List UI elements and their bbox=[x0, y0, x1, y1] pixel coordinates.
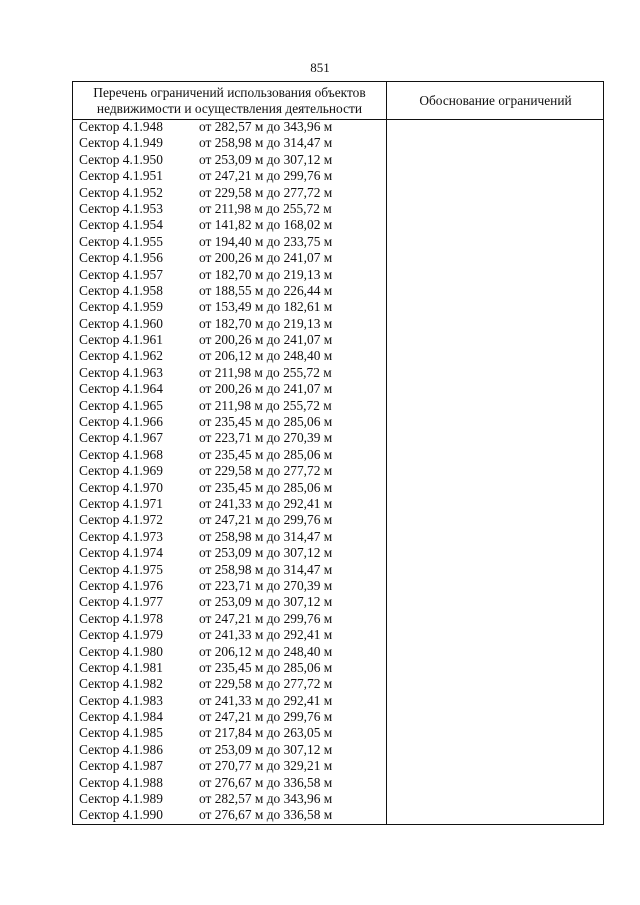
sector-label: Сектор 4.1.962 bbox=[79, 348, 163, 364]
sector-label: Сектор 4.1.979 bbox=[79, 627, 163, 643]
distance-range: от 211,98 м до 255,72 м bbox=[199, 364, 332, 380]
distance-range: от 253,09 м до 307,12 м bbox=[199, 594, 333, 610]
sector-label: Сектор 4.1.972 bbox=[79, 512, 163, 528]
sector-label: Сектор 4.1.963 bbox=[79, 364, 163, 380]
distance-range: от 229,58 м до 277,72 м bbox=[199, 676, 333, 692]
sector-label: Сектор 4.1.983 bbox=[79, 692, 163, 708]
sector-label: Сектор 4.1.953 bbox=[79, 200, 163, 216]
sector-label: Сектор 4.1.968 bbox=[79, 446, 163, 462]
sector-label: Сектор 4.1.978 bbox=[79, 610, 163, 626]
distance-range: от 247,21 м до 299,76 м bbox=[199, 610, 333, 626]
table-row bbox=[73, 480, 386, 496]
sector-label: Сектор 4.1.970 bbox=[79, 479, 163, 495]
sector-label: Сектор 4.1.948 bbox=[79, 119, 163, 134]
sector-label: Сектор 4.1.957 bbox=[79, 266, 163, 282]
table-row bbox=[73, 578, 386, 594]
sector-label: Сектор 4.1.976 bbox=[79, 577, 163, 593]
distance-range: от 276,67 м до 336,58 м bbox=[199, 774, 333, 790]
table-row bbox=[73, 496, 386, 512]
distance-range: от 258,98 м до 314,47 м bbox=[199, 561, 333, 577]
table-row bbox=[73, 627, 386, 643]
distance-range: от 206,12 м до 248,40 м bbox=[199, 348, 333, 364]
table-row bbox=[73, 365, 386, 381]
distance-range: от 276,67 м до 336,58 м bbox=[199, 807, 333, 823]
table-row bbox=[73, 562, 386, 578]
distance-range: от 270,77 м до 329,21 м bbox=[199, 758, 333, 774]
distance-range: от 194,40 м до 233,75 м bbox=[199, 233, 333, 249]
distance-range: от 211,98 м до 255,72 м bbox=[199, 200, 332, 216]
sector-label: Сектор 4.1.985 bbox=[79, 725, 163, 741]
sector-label: Сектор 4.1.954 bbox=[79, 217, 163, 233]
distance-range: от 282,57 м до 343,96 м bbox=[199, 791, 333, 807]
table-row bbox=[73, 709, 386, 725]
sector-label: Сектор 4.1.966 bbox=[79, 414, 163, 430]
sector-label: Сектор 4.1.961 bbox=[79, 332, 163, 348]
table-row bbox=[73, 152, 386, 168]
table-row bbox=[73, 185, 386, 201]
table-row bbox=[73, 529, 386, 545]
distance-range: от 258,98 м до 314,47 м bbox=[199, 528, 333, 544]
table-row bbox=[73, 676, 386, 692]
sector-label: Сектор 4.1.975 bbox=[79, 561, 163, 577]
distance-range: от 211,98 м до 255,72 м bbox=[199, 397, 332, 413]
sector-label: Сектор 4.1.986 bbox=[79, 741, 163, 757]
sector-label: Сектор 4.1.952 bbox=[79, 184, 163, 200]
table-row bbox=[73, 725, 386, 741]
table-row bbox=[73, 201, 386, 217]
table-row bbox=[73, 283, 386, 299]
sector-label: Сектор 4.1.974 bbox=[79, 545, 163, 561]
sector-label: Сектор 4.1.971 bbox=[79, 495, 163, 511]
table-row bbox=[73, 807, 386, 823]
sector-label: Сектор 4.1.964 bbox=[79, 381, 163, 397]
distance-range: от 223,71 м до 270,39 м bbox=[199, 577, 333, 593]
table-row bbox=[73, 381, 386, 397]
column-divider bbox=[386, 82, 387, 824]
table-row bbox=[73, 234, 386, 250]
table-row bbox=[73, 398, 386, 414]
table-row bbox=[73, 463, 386, 479]
header-left-line1: Перечень ограничений использования объектов bbox=[93, 84, 366, 100]
sector-label: Сектор 4.1.980 bbox=[79, 643, 163, 659]
distance-range: от 153,49 м до 182,61 м bbox=[199, 299, 333, 315]
sector-label: Сектор 4.1.956 bbox=[79, 250, 163, 266]
table-row bbox=[73, 660, 386, 676]
table-row bbox=[73, 545, 386, 561]
distance-range: от 141,82 м до 168,02 м bbox=[199, 217, 333, 233]
sector-label: Сектор 4.1.955 bbox=[79, 233, 163, 249]
sector-label: Сектор 4.1.987 bbox=[79, 758, 163, 774]
distance-range: от 258,98 м до 314,47 м bbox=[199, 135, 333, 151]
distance-range: от 235,45 м до 285,06 м bbox=[199, 479, 333, 495]
distance-range: от 229,58 м до 277,72 м bbox=[199, 463, 333, 479]
sector-label: Сектор 4.1.977 bbox=[79, 594, 163, 610]
sector-label: Сектор 4.1.960 bbox=[79, 315, 163, 331]
table-row bbox=[73, 168, 386, 184]
table-row bbox=[73, 447, 386, 463]
distance-range: от 200,26 м до 241,07 м bbox=[199, 332, 333, 348]
sector-label: Сектор 4.1.959 bbox=[79, 299, 163, 315]
distance-range: от 223,71 м до 270,39 м bbox=[199, 430, 333, 446]
header-left-line2: недвижимости и осуществления деятельности bbox=[96, 100, 363, 116]
table-body bbox=[73, 119, 386, 824]
table-row bbox=[73, 644, 386, 660]
table-row bbox=[73, 430, 386, 446]
header-justification: Обоснование ограничений bbox=[419, 92, 572, 108]
sector-label: Сектор 4.1.950 bbox=[79, 151, 163, 167]
sector-label: Сектор 4.1.982 bbox=[79, 676, 163, 692]
distance-range: от 247,21 м до 299,76 м bbox=[199, 168, 333, 184]
table-row bbox=[73, 791, 386, 807]
sector-label: Сектор 4.1.958 bbox=[79, 282, 163, 298]
table-row bbox=[73, 332, 386, 348]
distance-range: от 200,26 м до 241,07 м bbox=[199, 381, 333, 397]
page-number: 851 bbox=[310, 60, 330, 75]
sector-label: Сектор 4.1.984 bbox=[79, 709, 163, 725]
distance-range: от 241,33 м до 292,41 м bbox=[199, 627, 333, 643]
sector-label: Сектор 4.1.973 bbox=[79, 528, 163, 544]
distance-range: от 253,09 м до 307,12 м bbox=[199, 151, 333, 167]
distance-range: от 200,26 м до 241,07 м bbox=[199, 250, 333, 266]
distance-range: от 182,70 м до 219,13 м bbox=[199, 266, 333, 282]
distance-range: от 282,57 м до 343,96 м bbox=[199, 119, 333, 134]
distance-range: от 188,55 м до 226,44 м bbox=[199, 282, 333, 298]
sector-label: Сектор 4.1.951 bbox=[79, 168, 163, 184]
table-header bbox=[73, 82, 603, 120]
distance-range: от 229,58 м до 277,72 м bbox=[199, 184, 333, 200]
table-row bbox=[73, 775, 386, 791]
table-row bbox=[73, 594, 386, 610]
distance-range: от 253,09 м до 307,12 м bbox=[199, 741, 333, 757]
restrictions-table bbox=[72, 81, 604, 825]
distance-range: от 247,21 м до 299,76 м bbox=[199, 512, 333, 528]
sector-label: Сектор 4.1.990 bbox=[79, 807, 163, 823]
distance-range: от 217,84 м до 263,05 м bbox=[199, 725, 333, 741]
header-restrictions-list bbox=[73, 82, 386, 119]
sector-label: Сектор 4.1.981 bbox=[79, 659, 163, 675]
table-row bbox=[73, 316, 386, 332]
distance-range: от 235,45 м до 285,06 м bbox=[199, 446, 333, 462]
table-row bbox=[73, 267, 386, 283]
table-row bbox=[73, 414, 386, 430]
table-row bbox=[73, 217, 386, 233]
table-row bbox=[73, 119, 386, 135]
distance-range: от 235,45 м до 285,06 м bbox=[199, 659, 333, 675]
table-row bbox=[73, 250, 386, 266]
distance-range: от 241,33 м до 292,41 м bbox=[199, 495, 333, 511]
table-row bbox=[73, 299, 386, 315]
sector-label: Сектор 4.1.949 bbox=[79, 135, 163, 151]
table-row bbox=[73, 693, 386, 709]
sector-label: Сектор 4.1.988 bbox=[79, 774, 163, 790]
sector-label: Сектор 4.1.989 bbox=[79, 791, 163, 807]
distance-range: от 235,45 м до 285,06 м bbox=[199, 414, 333, 430]
distance-range: от 253,09 м до 307,12 м bbox=[199, 545, 333, 561]
table-row bbox=[73, 135, 386, 151]
distance-range: от 247,21 м до 299,76 м bbox=[199, 709, 333, 725]
table-row bbox=[73, 348, 386, 364]
distance-range: от 241,33 м до 292,41 м bbox=[199, 692, 333, 708]
distance-range: от 182,70 м до 219,13 м bbox=[199, 315, 333, 331]
table-row bbox=[73, 742, 386, 758]
sector-label: Сектор 4.1.965 bbox=[79, 397, 163, 413]
sector-label: Сектор 4.1.969 bbox=[79, 463, 163, 479]
table-row bbox=[73, 611, 386, 627]
table-row bbox=[73, 512, 386, 528]
distance-range: от 206,12 м до 248,40 м bbox=[199, 643, 333, 659]
table-row bbox=[73, 758, 386, 774]
sector-label: Сектор 4.1.967 bbox=[79, 430, 163, 446]
